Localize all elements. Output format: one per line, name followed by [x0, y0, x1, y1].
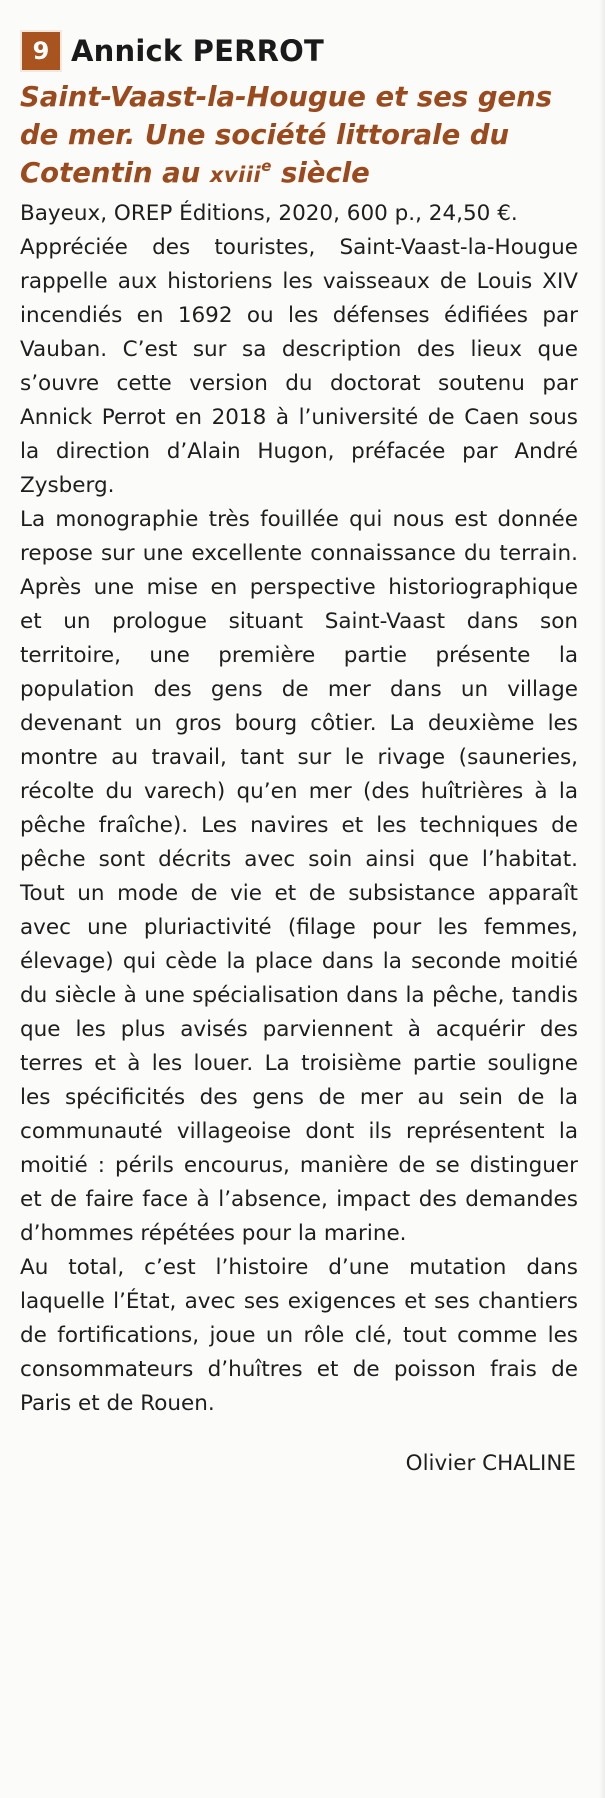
book-title-main: Saint-Vaast-la-Hougue et ses gens de mer. Une société littorale du Cotentin au: [20, 81, 553, 189]
book-review: [20, 30, 578, 1481]
review-paragraph-2: La monographie très fouillée qui nous est donnée repose sur une excellente connaissance du terrain. Après une mise en perspective historiographique et un prologue situant Saint-Vaast dans son territoire, une première partie présente la population des gens de mer dans un village devenant un gros bourg côtier. La deuxième les montre au travail, tant sur le rivage (sauneries, récolte du varech) qu’en mer (des huîtrières à la pêche fraîche). Les navires et les techniques de pêche sont décrits avec soin ainsi que l’habitat. Tout un mode de vie et de subsistance apparaît avec une pluriactivité (filage pour les femmes, élevage) qui cède la place dans la seconde moitié du siècle à une spécialisation dans la pêche, tandis que les plus avisés parviennent à acquérir des terres et à les louer. La troisième partie souligne les spécificités des gens de mer au sein de la communauté villageoise dont ils représentent la moitié : périls encourus, manière de se distinguer et de faire face à l’absence, impact des demandes d’hommes répétées pour la marine.: [20, 507, 578, 1246]
book-title-end: siècle: [271, 157, 370, 189]
review-paragraph-1: Appréciée des touristes, Saint-Vaast-la-Hougue rappelle aux historiens les vaisseaux de Louis XIV incendiés en 1692 ou les défenses édifiées par Vauban. C’est sur sa description des lieux que s’ouvre cette version du doctorat soutenu par Annick Perrot en 2018 à l’université de Caen sous la direction d’Alain Hugon, préfacée par André Zysberg.: [20, 235, 578, 498]
page-edge-shadow: [599, 0, 605, 1798]
review-paragraph-3: Au total, c’est l’histoire d’une mutation dans laquelle l’État, avec ses exigences et ses chantiers de fortifications, joue un rôle clé, tout comme les consommateurs d’huîtres et de poisson frais de Paris et de Rouen.: [20, 1255, 578, 1416]
reviewer-signature: Olivier CHALINE: [405, 1451, 576, 1476]
review-header: [20, 30, 578, 72]
book-title-century-sup: e: [261, 157, 272, 175]
book-title-century: xviii: [209, 163, 262, 187]
book-author: Annick PERROT: [71, 34, 325, 68]
book-title: [20, 78, 578, 194]
review-number-badge: 9: [20, 30, 62, 72]
bibliographic-info: Bayeux, OREP Éditions, 2020, 600 p., 24,50 €.: [20, 201, 518, 226]
